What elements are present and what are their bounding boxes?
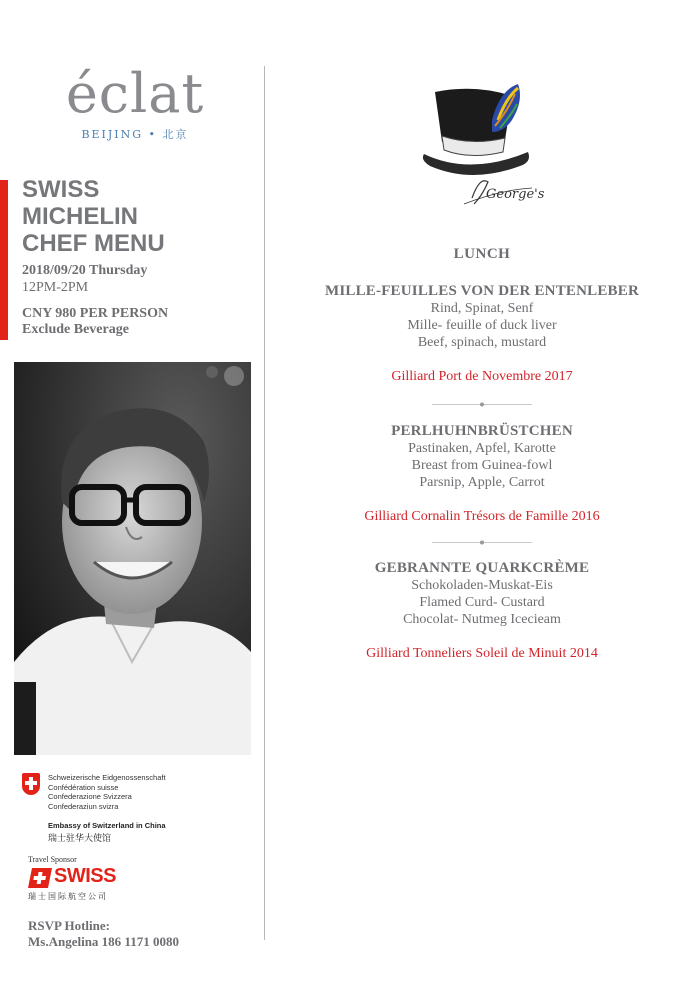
event-title-line-2: MICHELIN — [22, 203, 138, 230]
confederation-name-rm: Confederaziun svizra — [48, 801, 119, 811]
course-title: PERLHUHNBRÜSTCHEN — [391, 423, 573, 439]
confederation-names — [48, 773, 166, 811]
course-line: Chocolat- Nutmeg Icecieam — [403, 612, 561, 627]
embassy-name-zh: 瑞士驻华大使馆 — [48, 834, 112, 844]
course-line: Schokoladen-Muskat-Eis — [411, 578, 553, 593]
embassy-name-en: Embassy of Switzerland in China — [48, 821, 166, 830]
wine-pairing-3: Gilliard Tonneliers Soleil de Minuit 2014 — [366, 646, 598, 661]
course-line: Mille- feuille of duck liver — [407, 318, 557, 333]
course-2 — [296, 423, 668, 491]
beverage-note: Exclude Beverage — [22, 322, 129, 337]
event-title-line-3: CHEF MENU — [22, 230, 165, 257]
event-title — [22, 176, 252, 257]
wine-pairing-1: Gilliard Port de Novembre 2017 — [391, 369, 573, 384]
course-1 — [296, 283, 668, 351]
swiss-wordmark: SWISS — [54, 865, 116, 887]
column-divider — [264, 66, 265, 940]
rsvp-contact: Ms.Angelina 186 1171 0080 — [28, 934, 179, 949]
course-title: GEBRANNTE QUARKCRÈME — [374, 560, 590, 576]
course-line: Flamed Curd- Custard — [419, 595, 545, 610]
swiss-cross-icon — [28, 868, 52, 888]
course-line: Pastinaken, Apfel, Karotte — [408, 441, 556, 456]
travel-sponsor-label: Travel Sponsor — [28, 855, 77, 864]
swiss-airline-logo — [28, 867, 128, 889]
georges-hat-logo — [420, 80, 550, 210]
event-time: 12PM-2PM — [22, 280, 89, 295]
event-price: CNY 980 PER PERSON — [22, 306, 169, 321]
logo-subtitle: BEIJING • 北京 — [81, 128, 189, 141]
rsvp-block — [28, 918, 179, 950]
eclat-logo — [60, 64, 210, 142]
swiss-name-zh: 瑞士国际航空公司 — [28, 892, 108, 901]
course-line: Parsnip, Apple, Carrot — [419, 475, 545, 490]
confederation-name-de: Schweizerische Eidgenossenschaft — [48, 773, 166, 782]
meal-title: LUNCH — [453, 246, 511, 262]
confederation-name-fr: Confédération suisse — [48, 782, 119, 792]
course-line: Breast from Guinea-fowl — [411, 458, 553, 473]
swiss-shield-icon — [22, 773, 40, 795]
course-3 — [296, 560, 668, 628]
rsvp-label: RSVP Hotline: — [28, 918, 110, 933]
event-date: 2018/09/20 Thursday — [22, 263, 148, 278]
logo-wordmark: éclat — [65, 62, 205, 125]
course-title: MILLE-FEUILLES VON DER ENTENLEBER — [324, 283, 639, 299]
chef-portrait — [14, 362, 251, 755]
confederation-name-it: Confederazione Svizzera — [48, 792, 132, 801]
event-title-line-1: SWISS — [22, 176, 100, 203]
course-line: Rind, Spinat, Senf — [430, 301, 534, 316]
signature-text: George's — [486, 187, 545, 202]
ornament-divider — [432, 539, 532, 546]
course-line: Beef, spinach, mustard — [417, 335, 547, 350]
ornament-divider — [432, 401, 532, 408]
wine-pairing-2: Gilliard Cornalin Trésors de Famille 2016 — [364, 509, 600, 524]
accent-bar — [0, 180, 8, 340]
embassy-logo — [22, 773, 262, 843]
